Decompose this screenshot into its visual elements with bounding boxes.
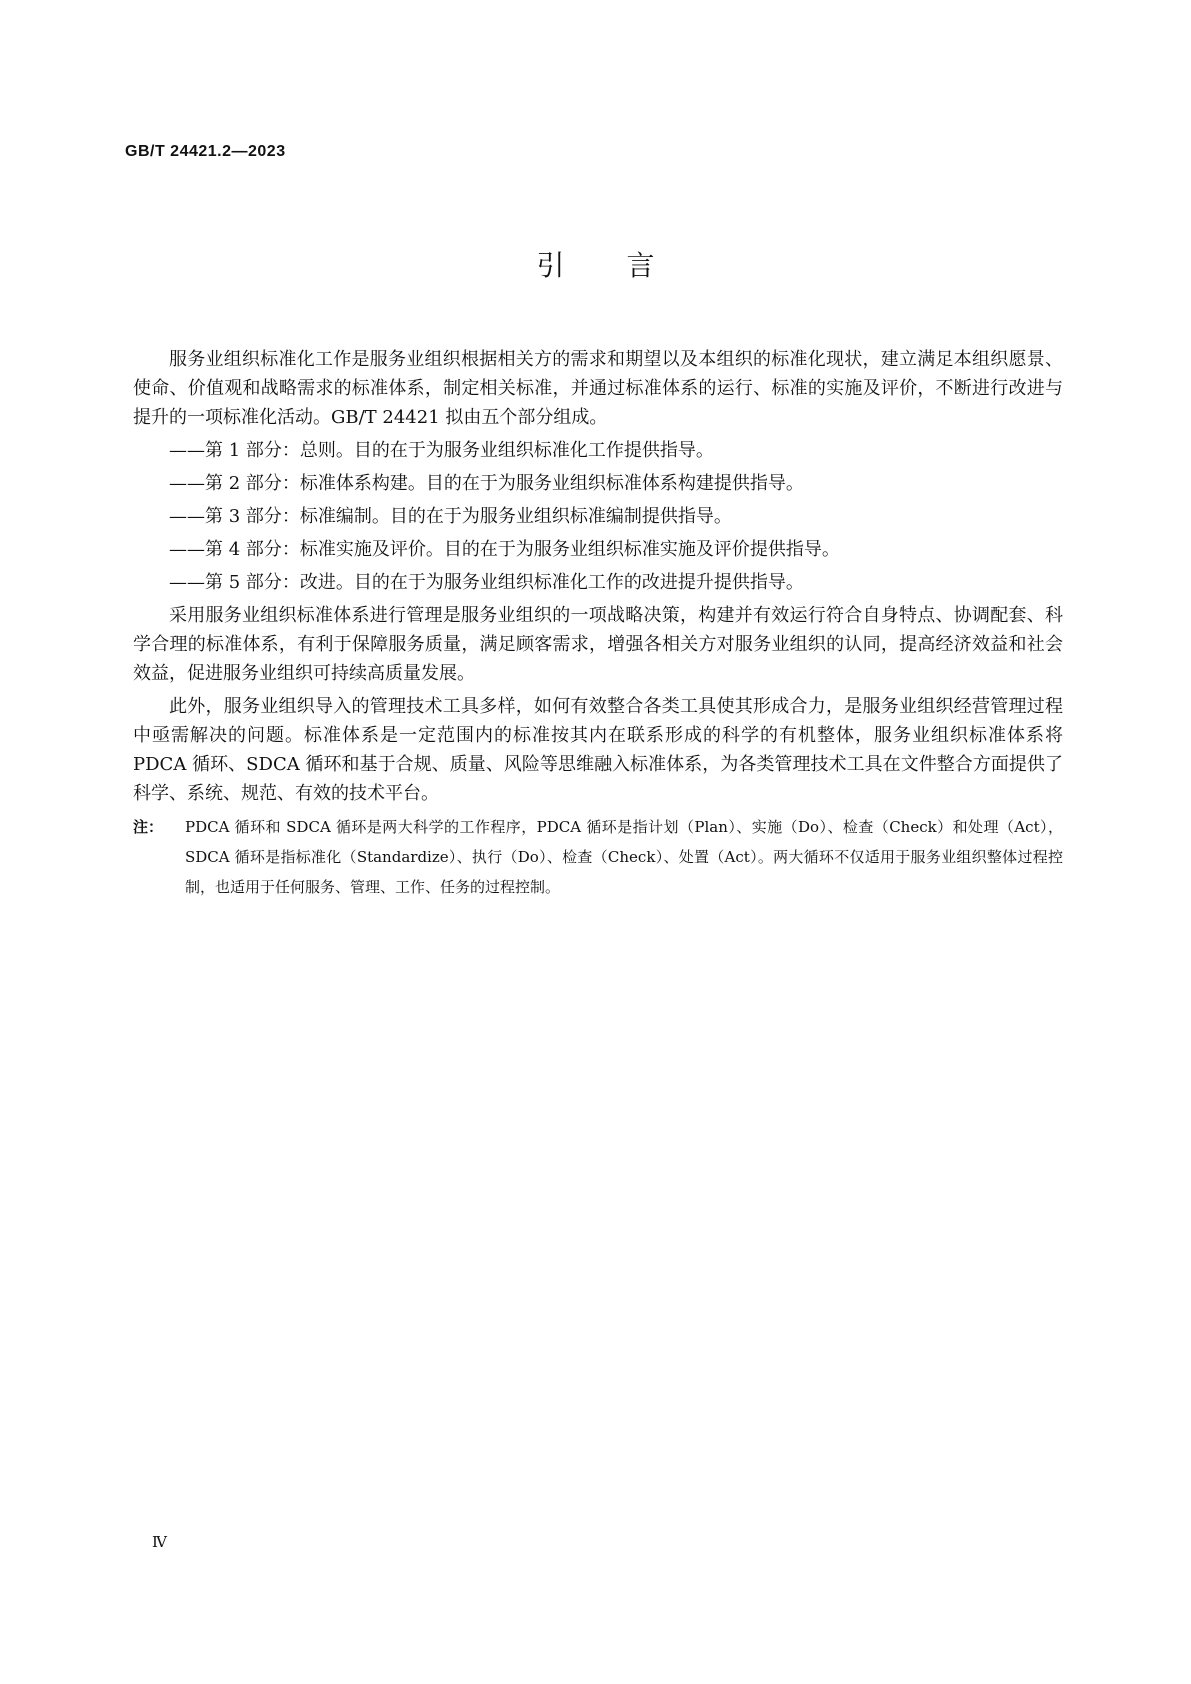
note-block [133, 812, 1063, 902]
third-paragraph: 此外，服务业组织导入的管理技术工具多样，如何有效整合各类工具使其形成合力，是服务业组织经营管理过程中亟需解决的问题。标准体系是一定范围内的标准按其内在联系形成的科学的有机整体，服务业组织标准体系将 PDCA 循环、SDCA 循环和基于合规、质量、风险等思维融入标准体系，为各类管理技术工具在文件整合方面提供了科学、系统、规范、有效的技术平台。 [133, 696, 1063, 804]
dash-marker: —— [169, 572, 205, 593]
dash-marker: —— [169, 539, 205, 560]
dash-marker: —— [169, 473, 205, 494]
part-5-text: 第 5 部分：改进。目的在于为服务业组织标准化工作的改进提升提供指导。 [205, 572, 804, 593]
list-item [133, 535, 1063, 564]
introduction-body [133, 345, 1063, 902]
dash-marker: —— [169, 440, 205, 461]
list-item [133, 469, 1063, 498]
part-3-text: 第 3 部分：标准编制。目的在于为服务业组织标准编制提供指导。 [205, 506, 732, 527]
parts-list [133, 436, 1063, 597]
section-title: 引言 [536, 249, 717, 282]
intro-paragraph: 服务业组织标准化工作是服务业组织根据相关方的需求和期望以及本组织的标准化现状，建立满足本组织愿景、使命、价值观和战略需求的标准体系，制定相关标准，并通过标准体系的运行、标准的实施及评价，不断进行改进与提升的一项标准化活动。GB/T 24421 拟由五个部分组成。 [133, 349, 1063, 428]
list-item [133, 436, 1063, 465]
note-text: PDCA 循环和 SDCA 循环是两大科学的工作程序，PDCA 循环是指计划（Plan）、实施（Do）、检查（Check）和处理（Act），SDCA 循环是指标准化（Standardize）、执行（Do）、检查（Check）、处置（Act）。两大循环不仅适用于服务业组织整体过程控制，也适用于任何服务、管理、工作、任务的过程控制。 [185, 818, 1063, 896]
list-item [133, 502, 1063, 531]
dash-marker: —— [169, 506, 205, 527]
part-1-text: 第 1 部分：总则。目的在于为服务业组织标准化工作提供指导。 [205, 440, 714, 461]
part-2-text: 第 2 部分：标准体系构建。目的在于为服务业组织标准体系构建提供指导。 [205, 473, 804, 494]
page-number: Ⅳ [152, 1533, 167, 1551]
part-4-text: 第 4 部分：标准实施及评价。目的在于为服务业组织标准实施及评价提供指导。 [205, 539, 840, 560]
list-item [133, 568, 1063, 597]
standard-code-header: GB/T 24421.2—2023 [125, 143, 286, 160]
second-paragraph: 采用服务业组织标准体系进行管理是服务业组织的一项战略决策，构建并有效运行符合自身特点、协调配套、科学合理的标准体系，有利于保障服务质量，满足顾客需求，增强各相关方对服务业组织的认同，提高经济效益和社会效益，促进服务业组织可持续高质量发展。 [133, 605, 1063, 684]
note-label: 注： [133, 818, 164, 836]
